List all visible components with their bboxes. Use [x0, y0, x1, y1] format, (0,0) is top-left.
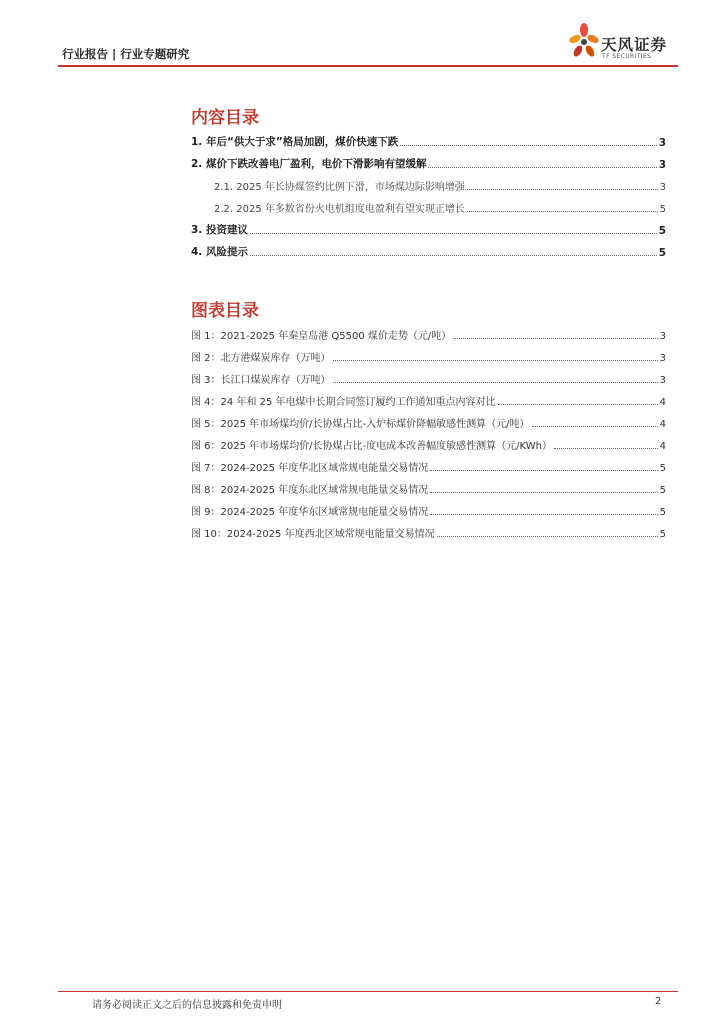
figure-entry-label: 图 9：2024-2025 年度华东区域常规电能量交易情况 [191, 507, 429, 518]
figure-entry-label: 图 10：2024-2025 年度西北区域常规电能量交易情况 [191, 529, 435, 540]
figure-entry[interactable] [191, 327, 666, 342]
figure-entry-label: 图 8：2024-2025 年度东北区域常规电能量交易情况 [191, 485, 429, 496]
toc-entry-label: 2. 煤价下跌改善电厂盈利，电价下滑影响有望缓解 [191, 158, 427, 170]
figure-entry-page: 3 [659, 375, 666, 386]
footer-divider [58, 991, 678, 992]
figure-entry-label: 图 3：长江口煤炭库存（万吨） [191, 375, 331, 386]
figures-title: 图表目录 [191, 301, 259, 321]
page-number: 2 [655, 996, 662, 1007]
toc-entry-page: 3 [658, 159, 666, 171]
figure-entry[interactable] [191, 525, 666, 540]
figure-entry[interactable] [191, 459, 666, 474]
toc-entry-page: 3 [659, 182, 666, 193]
figure-entry-label: 图 7：2024-2025 年度华北区域常规电能量交易情况 [191, 463, 429, 474]
dot-leader [430, 514, 657, 515]
dot-leader [453, 338, 657, 339]
toc-entry-page: 5 [658, 225, 666, 237]
report-category: 行业报告 | 行业专题研究 [62, 47, 190, 61]
toc-entry-page: 5 [658, 247, 666, 259]
toc-subentry[interactable] [214, 178, 666, 193]
toc-entry[interactable] [191, 244, 666, 259]
dot-leader [400, 145, 656, 146]
toc-entry[interactable] [191, 134, 666, 149]
dot-leader [250, 233, 657, 234]
figure-entry-label: 图 5：2025 年市场煤均价/长协煤占比-入炉标煤价降幅敏感性测算（元/吨） [191, 419, 530, 430]
dot-leader [333, 382, 658, 383]
dot-leader [333, 360, 658, 361]
toc-entry-label: 4. 风险提示 [191, 246, 248, 258]
figure-entry-label: 图 1：2021-2025 年秦皇岛港 Q5500 煤价走势（元/吨） [191, 331, 452, 342]
toc-entry-label: 3. 投资建议 [191, 224, 248, 236]
toc-entry-page: 3 [658, 137, 666, 149]
figure-entry-page: 4 [659, 397, 666, 408]
dot-leader [554, 448, 658, 449]
figure-entry-label: 图 4：24 年和 25 年电煤中长期合同签订履约工作通知重点内容对比 [191, 397, 496, 408]
dot-leader [250, 255, 657, 256]
figure-entry-label: 图 2：北方港煤炭库存（万吨） [191, 353, 331, 364]
toc-entry[interactable] [191, 222, 666, 237]
figure-entry-page: 5 [659, 485, 666, 496]
dot-leader [430, 492, 657, 493]
dot-leader [467, 189, 658, 190]
dot-leader [437, 536, 658, 537]
figure-entry[interactable] [191, 371, 666, 386]
figure-entry-page: 3 [659, 353, 666, 364]
dot-leader [532, 426, 658, 427]
figure-entry[interactable] [191, 349, 666, 364]
figure-entry[interactable] [191, 393, 666, 408]
toc-subentry[interactable] [214, 200, 666, 215]
toc-entry-label: 1. 年后“供大于求”格局加剧，煤价快速下跌 [191, 136, 399, 148]
company-logo [568, 22, 688, 64]
figure-entry-page: 5 [659, 507, 666, 518]
figure-entry[interactable] [191, 503, 666, 518]
figure-entry-page: 4 [659, 419, 666, 430]
dot-leader [430, 470, 657, 471]
figure-entry-page: 4 [659, 441, 666, 452]
logo-name-cn: 天风证券 [601, 36, 668, 54]
figure-entry[interactable] [191, 437, 666, 452]
figure-entry-page: 5 [659, 463, 666, 474]
figure-entry-label: 图 6：2025 年市场煤均价/长协煤占比-度电成本改善幅度敏感性测算（元/KWh） [191, 441, 552, 452]
dot-leader [467, 211, 658, 212]
logo-name-en: TF SECURITIES [602, 53, 652, 60]
figure-entry[interactable] [191, 481, 666, 496]
toc-entry-label: 2.2. 2025 年多数省份火电机组度电盈利有望实现正增长 [214, 204, 465, 215]
footer-disclaimer: 请务必阅读正文之后的信息披露和免责申明 [92, 1000, 282, 1011]
figure-entry[interactable] [191, 415, 666, 430]
toc-entry[interactable] [191, 156, 666, 171]
toc-entry-page: 5 [659, 204, 666, 215]
contents-title: 内容目录 [191, 108, 259, 128]
toc-entry-label: 2.1. 2025 年长协煤签约比例下滑，市场煤边际影响增强 [214, 182, 465, 193]
dot-leader [428, 167, 656, 168]
figure-entry-page: 5 [659, 529, 666, 540]
dot-leader [498, 404, 658, 405]
figure-entry-page: 3 [659, 331, 666, 342]
flower-logo-icon [568, 22, 600, 62]
header-divider [58, 65, 678, 67]
